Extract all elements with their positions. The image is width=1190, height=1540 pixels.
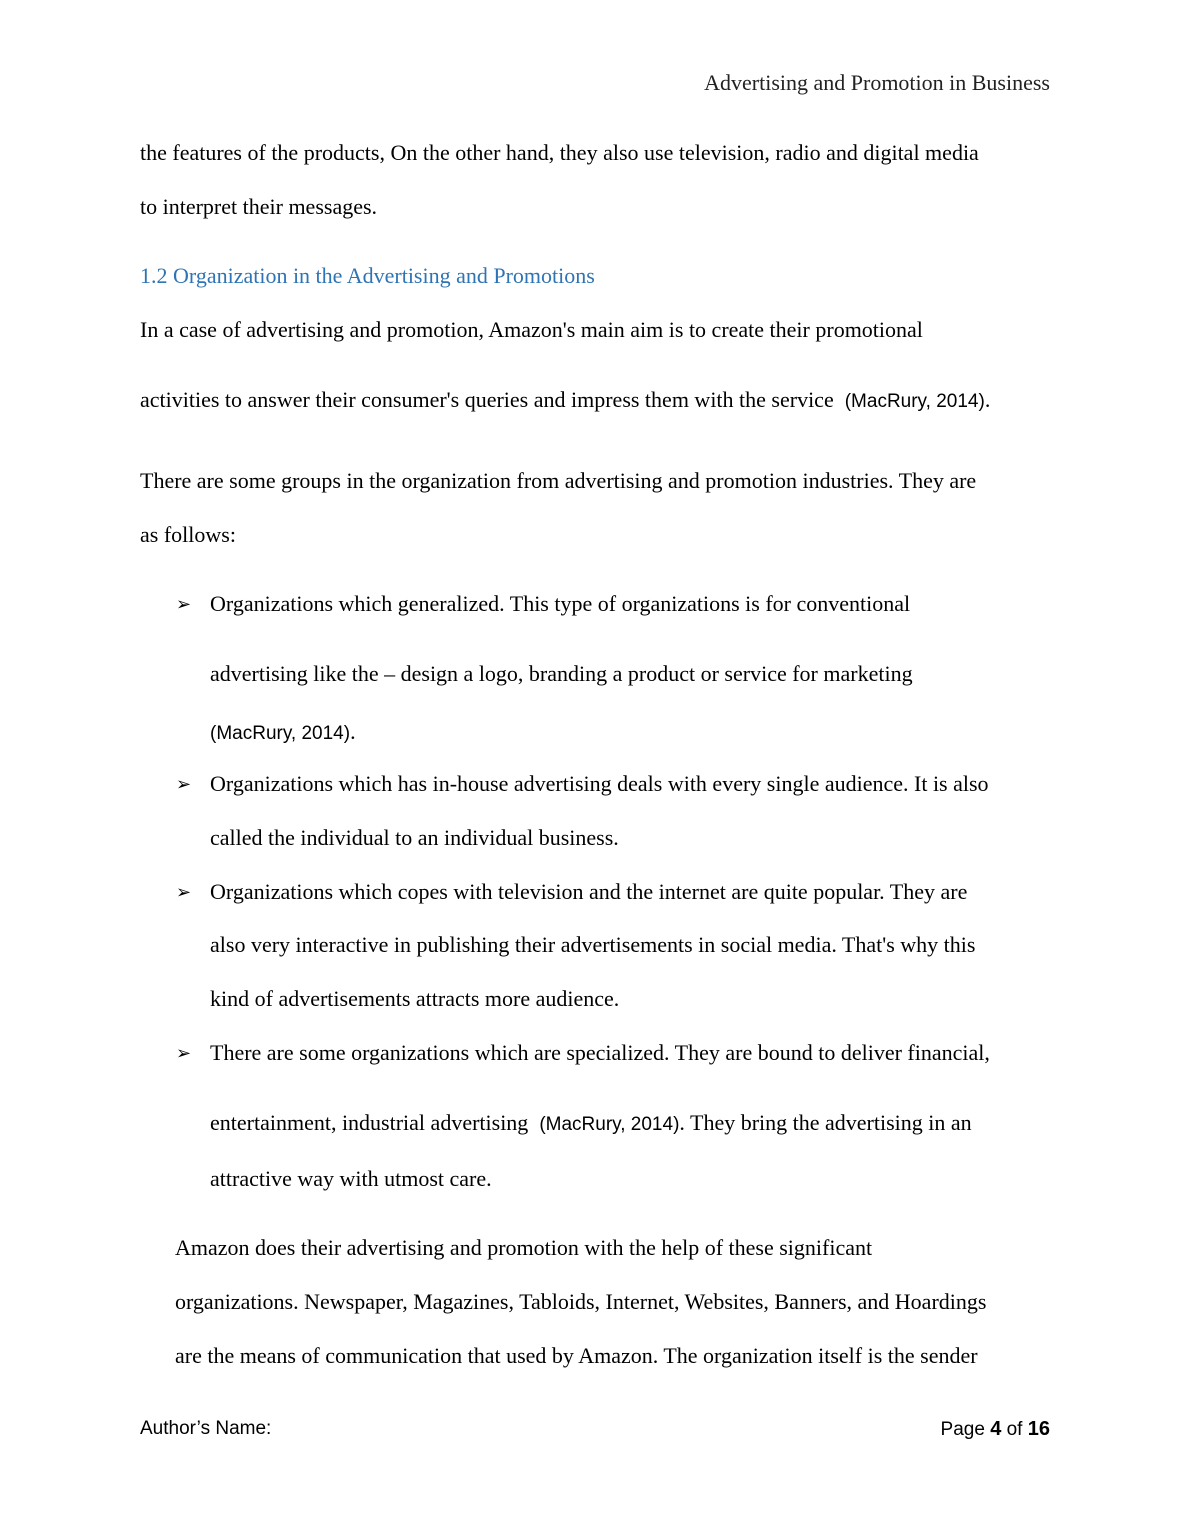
punctuation: . — [350, 719, 356, 744]
citation: (MacRury, 2014) — [539, 1114, 680, 1135]
footer-author-label: Author’s Name: — [140, 1418, 272, 1439]
paragraph-line: are the means of communication that used by Amazon. The organization itself is the sender — [175, 1343, 978, 1368]
intro-line: the features of the products, On the other hand, they also use television, radio and digital media — [140, 140, 979, 165]
bullet-line: advertising like the – design a logo, branding a product or service for marketing — [210, 661, 913, 686]
bullet-line: attractive way with utmost care. — [210, 1166, 492, 1191]
section-heading: 1.2 Organization in the Advertising and Promotions — [140, 263, 595, 288]
bullet-line — [210, 1110, 972, 1136]
footer-page-number — [941, 1418, 1050, 1441]
paragraph-line — [140, 387, 990, 413]
paragraph-text: activities to answer their consumer's queries and impress them with the service — [140, 387, 834, 412]
punctuation: . — [984, 387, 991, 412]
of-word: of — [1006, 1419, 1023, 1440]
citation: (MacRury, 2014) — [210, 723, 351, 744]
bullet-text: entertainment, industrial advertising — [210, 1110, 529, 1135]
bullet-line: called the individual to an individual business. — [210, 825, 619, 850]
bullet-line: also very interactive in publishing their advertisements in social media. That's why this — [210, 932, 976, 957]
bullet-line — [210, 719, 356, 745]
paragraph-line: Amazon does their advertising and promotion with the help of these significant — [175, 1235, 873, 1260]
running-header: Advertising and Promotion in Business — [704, 70, 1050, 95]
citation: (MacRury, 2014) — [844, 391, 985, 412]
bullet-line: Organizations which copes with television and the internet are quite popular. They are — [210, 879, 968, 904]
paragraph-line: organizations. Newspaper, Magazines, Tabloids, Internet, Websites, Banners, and Hoardings — [175, 1289, 987, 1314]
arrow-bullet-icon: ➢ — [176, 1043, 192, 1063]
page-current: 4 — [990, 1418, 1002, 1440]
paragraph-line: In a case of advertising and promotion, Amazon's main aim is to create their promotional — [140, 317, 923, 342]
bullet-text: . They bring the advertising in an — [679, 1110, 972, 1135]
arrow-bullet-icon: ➢ — [176, 882, 192, 902]
bullet-line: Organizations which generalized. This type of organizations is for conventional — [210, 591, 911, 616]
paragraph-line: There are some groups in the organization from advertising and promotion industries. They are — [140, 468, 977, 493]
intro-line: to interpret their messages. — [140, 194, 378, 219]
arrow-bullet-icon: ➢ — [176, 594, 192, 614]
page-total: 16 — [1027, 1418, 1050, 1440]
bullet-line: There are some organizations which are specialized. They are bound to deliver financial, — [210, 1040, 990, 1065]
page-word: Page — [940, 1419, 985, 1440]
arrow-bullet-icon: ➢ — [176, 774, 192, 794]
paragraph-line: as follows: — [140, 522, 236, 547]
bullet-line: kind of advertisements attracts more audience. — [210, 986, 620, 1011]
bullet-line: Organizations which has in-house advertising deals with every single audience. It is also — [210, 771, 989, 796]
